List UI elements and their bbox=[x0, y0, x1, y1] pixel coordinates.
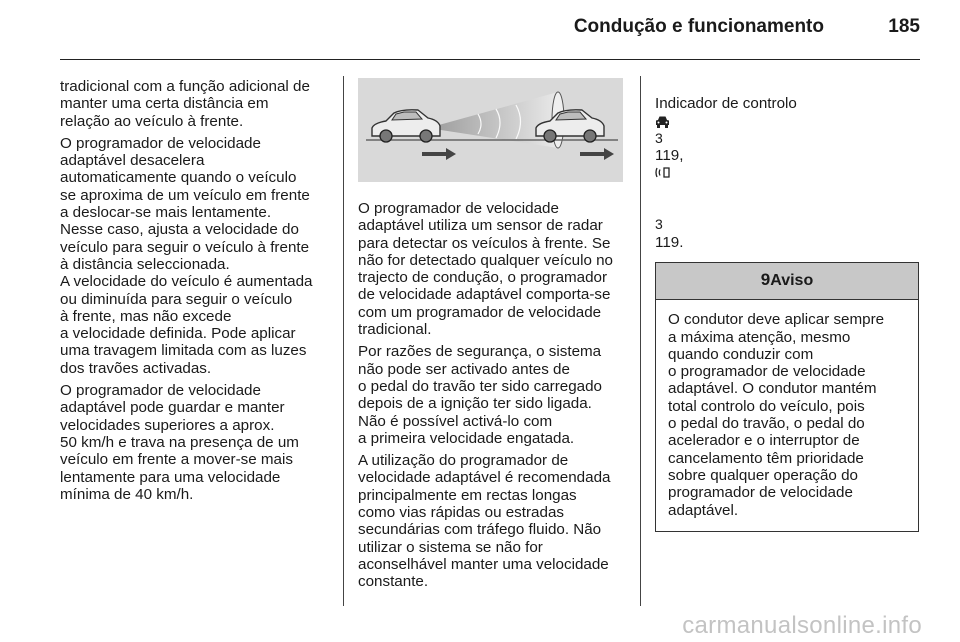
page-reference: 119. bbox=[655, 233, 684, 251]
header-rule bbox=[60, 59, 920, 60]
warning-body: O condutor deve aplicar sempre a máxima atenção, mesmo quando conduzir com o programador de velocidade adaptável. O condutor mantém total controlo do veículo, pois o pedal do travão, o pedal do acelerador e o interruptor de cancelamento têm prioridade sobre qualquer operação do programador de velocidade adaptável. bbox=[668, 311, 885, 519]
direction-arrows bbox=[422, 148, 614, 160]
paragraph: O programador de velocidade adaptável pode guardar e manter velocidades superiores a aprox. 50 km/h e trava na presença de um veículo em frente a mover-se mais lentamente para uma velocidade mínima de 40 km/h. bbox=[60, 382, 299, 503]
warning-title: Aviso bbox=[770, 271, 814, 289]
watermark: carmanualsonline.info bbox=[682, 612, 922, 639]
page-reference-arrow-icon: 3 bbox=[655, 129, 663, 146]
rear-car-drawing bbox=[372, 110, 440, 142]
page-header-title: Condução e funcionamento bbox=[573, 16, 824, 37]
indicator-label: Indicador de controlo bbox=[655, 95, 797, 113]
paragraph: O programador de velocidade adaptável utiliza um sensor de radar para detectar os veículos à frente. Se não for detectado qualquer veículo no trajecto de condução, o programador de velocidade adaptável comporta-se com um programador de velocidade tradicional. bbox=[358, 200, 613, 339]
warning-header bbox=[656, 263, 918, 300]
text-column-3 bbox=[655, 78, 921, 532]
column-divider bbox=[640, 76, 641, 606]
paragraph: Por razões de segurança, o sistema não pode ser activado antes de o pedal do travão ter sido carregado depois de a ignição ter sido ligada. Não é possível activá-lo com a primeira velocidade engatada. bbox=[358, 343, 603, 447]
page-reference: 119, bbox=[655, 147, 684, 165]
page-number: 185 bbox=[888, 16, 920, 37]
text-column-1 bbox=[60, 78, 330, 508]
page-reference-arrow-icon: 3 bbox=[655, 216, 663, 233]
column-divider bbox=[343, 76, 344, 606]
paragraph: tradicional com a função adicional de manter uma certa distância em relação ao veículo à frente. bbox=[60, 78, 310, 130]
paragraph: A utilização do programador de velocidade adaptável é recomendada principalmente em rectas longas como vias rápidas ou estradas secundárias com tráfego fluido. Não utilizar o sistema se não for aconselhável manter uma velocidade constante. bbox=[358, 452, 611, 591]
radar-sensor-icon bbox=[655, 166, 671, 179]
radar-illustration bbox=[358, 78, 623, 182]
warning-box bbox=[655, 262, 919, 532]
car-indicator-icon bbox=[655, 115, 670, 128]
control-indicator-reference bbox=[655, 78, 921, 251]
warning-triangle-icon: 9 bbox=[760, 269, 771, 289]
paragraph: O programador de velocidade adaptável desacelera automaticamente quando o veículo se aproxima de um veículo em frente a deslocar-se mais lentamente. Nesse caso, ajusta a velocidade do veículo para seguir o veículo à frente à distância seleccionada. A velocidade do veículo é aumentada ou diminuída para seguir o veículo à frente, mas não excede a velocidade definida. Pode aplicar uma travagem limitada com as luzes dos travões activadas. bbox=[60, 134, 313, 377]
text-column-2 bbox=[358, 78, 625, 596]
